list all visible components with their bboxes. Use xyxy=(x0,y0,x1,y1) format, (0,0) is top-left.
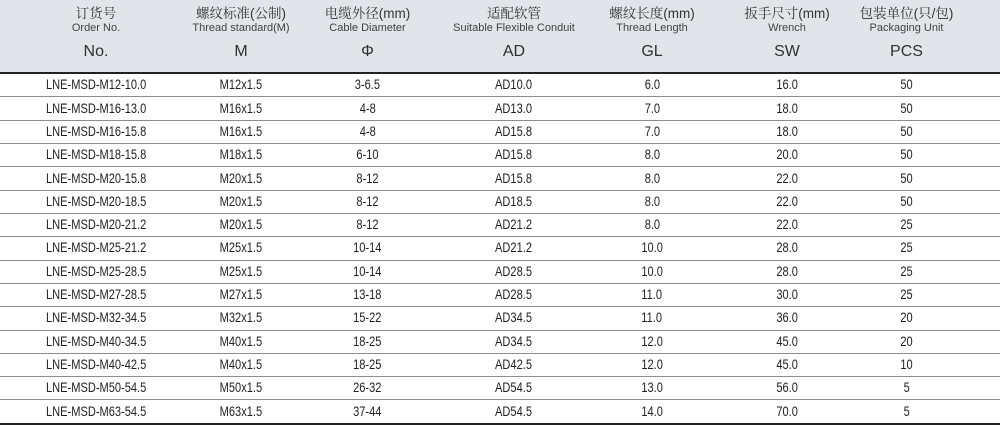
cell-value: 30.0 xyxy=(776,287,798,303)
cell-value: 56.0 xyxy=(776,380,798,396)
cell-value: 8-12 xyxy=(356,170,379,186)
cell-order-no xyxy=(0,237,192,260)
header-symbol: Φ xyxy=(361,43,374,60)
cell-value: 18-25 xyxy=(353,357,382,373)
header-en: Thread standard(M) xyxy=(192,22,290,34)
column-header-wrench xyxy=(721,0,853,73)
table-row xyxy=(0,400,1000,424)
cell-thread-standard xyxy=(192,237,290,260)
cell-thread-length xyxy=(583,237,721,260)
cell-value: AD15.8 xyxy=(495,123,533,139)
cell-thread-standard xyxy=(192,260,290,283)
cell-packaging-unit xyxy=(853,353,1000,376)
cell-order-no xyxy=(0,213,192,236)
cell-thread-standard xyxy=(192,377,290,400)
cell-value: 8-12 xyxy=(356,217,379,233)
cell-suitable-conduit xyxy=(445,73,583,97)
cell-thread-length xyxy=(583,377,721,400)
table-header xyxy=(0,0,1000,73)
cell-value: M18x1.5 xyxy=(219,147,263,163)
cell-value: LNE-MSD-M18-15.8 xyxy=(45,147,147,163)
cell-cable-diameter xyxy=(290,353,445,376)
header-symbol: PCS xyxy=(890,43,923,60)
cell-wrench xyxy=(721,377,853,400)
cell-value: 4-8 xyxy=(359,100,376,116)
cell-cable-diameter xyxy=(290,167,445,190)
cell-value: LNE-MSD-M16-15.8 xyxy=(45,123,147,139)
cell-order-no xyxy=(0,353,192,376)
cell-value: M27x1.5 xyxy=(219,287,263,303)
cell-value: 10 xyxy=(900,357,913,373)
cell-order-no xyxy=(0,120,192,143)
cell-cable-diameter xyxy=(290,307,445,330)
cell-order-no xyxy=(0,260,192,283)
cell-wrench xyxy=(721,120,853,143)
cell-thread-length xyxy=(583,190,721,213)
cell-order-no xyxy=(0,167,192,190)
column-header-thread-standard xyxy=(192,0,290,73)
cell-suitable-conduit xyxy=(445,144,583,167)
cell-order-no xyxy=(0,190,192,213)
cell-value: M20x1.5 xyxy=(219,217,263,233)
cell-thread-length xyxy=(583,283,721,306)
cell-packaging-unit xyxy=(853,400,1000,424)
cell-value: 50 xyxy=(900,170,913,186)
cell-value: 18.0 xyxy=(776,123,798,139)
cell-thread-standard xyxy=(192,167,290,190)
cell-thread-standard xyxy=(192,97,290,120)
header-zh: 适配软管 xyxy=(487,6,541,21)
cell-value: LNE-MSD-M12-10.0 xyxy=(45,77,147,93)
cell-packaging-unit xyxy=(853,377,1000,400)
cell-suitable-conduit xyxy=(445,400,583,424)
cell-value: AD34.5 xyxy=(495,333,533,349)
cell-value: 5 xyxy=(903,403,910,419)
cell-value: M63x1.5 xyxy=(219,403,263,419)
cell-cable-diameter xyxy=(290,190,445,213)
column-header-cable-diameter xyxy=(290,0,445,73)
cell-value: 11.0 xyxy=(641,310,663,326)
cell-packaging-unit xyxy=(853,167,1000,190)
header-symbol: GL xyxy=(641,43,663,60)
table-row xyxy=(0,73,1000,97)
cell-wrench xyxy=(721,307,853,330)
cell-thread-length xyxy=(583,167,721,190)
cell-thread-standard xyxy=(192,353,290,376)
cell-packaging-unit xyxy=(853,97,1000,120)
table-row xyxy=(0,377,1000,400)
cell-packaging-unit xyxy=(853,190,1000,213)
cell-order-no xyxy=(0,144,192,167)
cell-thread-standard xyxy=(192,283,290,306)
cell-value: LNE-MSD-M50-54.5 xyxy=(45,380,147,396)
cell-value: 10.0 xyxy=(641,263,663,279)
table-row xyxy=(0,213,1000,236)
column-header-thread-length xyxy=(583,0,721,73)
cell-suitable-conduit xyxy=(445,237,583,260)
cell-order-no xyxy=(0,307,192,330)
cell-order-no xyxy=(0,400,192,424)
cell-wrench xyxy=(721,167,853,190)
cell-value: 14.0 xyxy=(641,403,663,419)
cell-value: 45.0 xyxy=(776,357,798,373)
cell-suitable-conduit xyxy=(445,330,583,353)
cell-value: LNE-MSD-M40-42.5 xyxy=(45,357,147,373)
table-row xyxy=(0,97,1000,120)
cell-thread-standard xyxy=(192,120,290,143)
cell-value: AD21.2 xyxy=(495,240,533,256)
table-row xyxy=(0,144,1000,167)
cell-value: M40x1.5 xyxy=(219,333,263,349)
cell-packaging-unit xyxy=(853,144,1000,167)
cell-value: 37-44 xyxy=(353,403,382,419)
cell-thread-length xyxy=(583,73,721,97)
cell-value: M40x1.5 xyxy=(219,357,263,373)
cell-value: LNE-MSD-M25-21.2 xyxy=(45,240,147,256)
cell-suitable-conduit xyxy=(445,120,583,143)
cell-cable-diameter xyxy=(290,213,445,236)
cell-value: 10-14 xyxy=(353,263,382,279)
cell-wrench xyxy=(721,97,853,120)
cell-value: LNE-MSD-M20-18.5 xyxy=(45,193,147,209)
cell-suitable-conduit xyxy=(445,377,583,400)
cell-value: M25x1.5 xyxy=(219,263,263,279)
cell-packaging-unit xyxy=(853,260,1000,283)
table-row xyxy=(0,330,1000,353)
table-row xyxy=(0,260,1000,283)
cell-value: 7.0 xyxy=(644,100,660,116)
cell-thread-standard xyxy=(192,144,290,167)
header-symbol: SW xyxy=(774,43,800,60)
cell-value: 11.0 xyxy=(641,287,663,303)
cell-value: 4-8 xyxy=(359,123,376,139)
cell-packaging-unit xyxy=(853,283,1000,306)
cell-value: 50 xyxy=(900,123,913,139)
header-row xyxy=(0,0,1000,73)
cell-value: 28.0 xyxy=(776,240,798,256)
cell-suitable-conduit xyxy=(445,307,583,330)
cell-value: LNE-MSD-M27-28.5 xyxy=(45,287,147,303)
cell-value: 22.0 xyxy=(776,170,798,186)
cell-value: M20x1.5 xyxy=(219,193,263,209)
column-header-suitable-conduit xyxy=(445,0,583,73)
table-row xyxy=(0,307,1000,330)
cell-value: 25 xyxy=(900,217,913,233)
cell-wrench xyxy=(721,400,853,424)
cell-value: 22.0 xyxy=(776,217,798,233)
cell-value: AD15.8 xyxy=(495,170,533,186)
cell-value: 13.0 xyxy=(641,380,663,396)
header-zh: 订货号 xyxy=(75,6,117,21)
cell-value: 10-14 xyxy=(353,240,382,256)
cell-value: 20.0 xyxy=(776,147,798,163)
cell-value: AD18.5 xyxy=(495,193,533,209)
cell-order-no xyxy=(0,330,192,353)
header-symbol: AD xyxy=(502,43,526,60)
cell-value: 6-10 xyxy=(356,147,379,163)
cell-thread-standard xyxy=(192,330,290,353)
table-row xyxy=(0,167,1000,190)
cell-suitable-conduit xyxy=(445,190,583,213)
cell-thread-length xyxy=(583,260,721,283)
cell-thread-length xyxy=(583,120,721,143)
cell-value: 36.0 xyxy=(776,310,798,326)
cell-cable-diameter xyxy=(290,283,445,306)
cell-value: M25x1.5 xyxy=(219,240,263,256)
cell-value: M32x1.5 xyxy=(219,310,263,326)
header-en: Order No. xyxy=(71,22,121,34)
cell-value: 13-18 xyxy=(353,287,382,303)
cell-value: 12.0 xyxy=(641,333,663,349)
cell-wrench xyxy=(721,144,853,167)
cell-value: 20 xyxy=(900,333,913,349)
cell-value: 3-6.5 xyxy=(354,77,381,93)
cell-cable-diameter xyxy=(290,73,445,97)
cell-value: 8.0 xyxy=(644,170,660,186)
table-row xyxy=(0,120,1000,143)
table-row xyxy=(0,190,1000,213)
cell-value: 15-22 xyxy=(353,310,382,326)
cell-value: AD54.5 xyxy=(495,380,533,396)
header-en: Cable Diameter xyxy=(329,22,406,34)
cell-value: AD28.5 xyxy=(495,287,533,303)
header-zh: 电缆外径(mm) xyxy=(324,6,411,21)
cell-wrench xyxy=(721,260,853,283)
header-symbol: M xyxy=(234,43,248,60)
cell-thread-length xyxy=(583,330,721,353)
cell-value: 18.0 xyxy=(776,100,798,116)
cell-value: 18-25 xyxy=(353,333,382,349)
cell-value: 8.0 xyxy=(644,193,660,209)
cell-cable-diameter xyxy=(290,237,445,260)
cell-value: 25 xyxy=(900,287,913,303)
cell-value: AD28.5 xyxy=(495,263,533,279)
cell-value: 5 xyxy=(903,380,910,396)
cell-value: LNE-MSD-M63-54.5 xyxy=(45,403,147,419)
table-row xyxy=(0,353,1000,376)
cell-packaging-unit xyxy=(853,330,1000,353)
cell-value: 8-12 xyxy=(356,193,379,209)
cell-suitable-conduit xyxy=(445,283,583,306)
cell-order-no xyxy=(0,97,192,120)
cell-thread-length xyxy=(583,307,721,330)
cell-value: LNE-MSD-M20-21.2 xyxy=(45,217,147,233)
cell-value: 22.0 xyxy=(776,193,798,209)
cell-thread-standard xyxy=(192,73,290,97)
header-symbol: No. xyxy=(83,43,109,60)
cell-value: AD10.0 xyxy=(495,77,533,93)
cell-wrench xyxy=(721,73,853,97)
cell-packaging-unit xyxy=(853,307,1000,330)
cell-value: 8.0 xyxy=(644,217,660,233)
header-zh: 包装单位(只/包) xyxy=(859,6,954,21)
cell-value: M50x1.5 xyxy=(219,380,263,396)
cell-packaging-unit xyxy=(853,213,1000,236)
header-zh: 扳手尺寸(mm) xyxy=(744,6,830,21)
cell-cable-diameter xyxy=(290,377,445,400)
cell-suitable-conduit xyxy=(445,353,583,376)
header-zh: 螺纹长度(mm) xyxy=(609,6,695,21)
cell-thread-length xyxy=(583,144,721,167)
cell-order-no xyxy=(0,73,192,97)
cell-value: AD42.5 xyxy=(495,357,533,373)
cell-cable-diameter xyxy=(290,260,445,283)
cell-value: 20 xyxy=(900,310,913,326)
cell-value: AD21.2 xyxy=(495,217,533,233)
cell-wrench xyxy=(721,283,853,306)
cell-value: 26-32 xyxy=(353,380,382,396)
cell-value: LNE-MSD-M20-15.8 xyxy=(45,170,147,186)
cell-packaging-unit xyxy=(853,73,1000,97)
cell-value: 16.0 xyxy=(776,77,798,93)
header-en: Wrench xyxy=(768,22,806,34)
cell-wrench xyxy=(721,237,853,260)
cell-value: 8.0 xyxy=(644,147,660,163)
cell-value: LNE-MSD-M25-28.5 xyxy=(45,263,147,279)
cell-suitable-conduit xyxy=(445,213,583,236)
header-en: Packaging Unit xyxy=(869,22,944,34)
cell-value: AD54.5 xyxy=(495,403,533,419)
cell-value: 7.0 xyxy=(644,123,660,139)
cell-value: 50 xyxy=(900,77,913,93)
table-body xyxy=(0,73,1000,424)
cell-value: 10.0 xyxy=(641,240,663,256)
table-row xyxy=(0,283,1000,306)
header-en: Suitable Flexible Conduit xyxy=(453,22,575,34)
cell-thread-length xyxy=(583,353,721,376)
table-row xyxy=(0,237,1000,260)
cell-value: LNE-MSD-M16-13.0 xyxy=(45,100,147,116)
cell-value: 50 xyxy=(900,100,913,116)
cell-thread-standard xyxy=(192,190,290,213)
cell-value: M16x1.5 xyxy=(219,123,263,139)
cell-thread-length xyxy=(583,213,721,236)
cell-order-no xyxy=(0,377,192,400)
cell-wrench xyxy=(721,330,853,353)
cell-packaging-unit xyxy=(853,120,1000,143)
cell-value: 12.0 xyxy=(641,357,663,373)
cell-value: 25 xyxy=(900,263,913,279)
cell-value: 50 xyxy=(900,147,913,163)
cell-value: AD13.0 xyxy=(495,100,533,116)
cell-order-no xyxy=(0,283,192,306)
column-header-order-no xyxy=(0,0,192,73)
cell-thread-length xyxy=(583,400,721,424)
cell-value: 6.0 xyxy=(644,77,660,93)
cell-value: AD15.8 xyxy=(495,147,533,163)
cell-thread-length xyxy=(583,97,721,120)
cell-packaging-unit xyxy=(853,237,1000,260)
cell-cable-diameter xyxy=(290,97,445,120)
cell-value: 45.0 xyxy=(776,333,798,349)
cell-cable-diameter xyxy=(290,330,445,353)
cell-thread-standard xyxy=(192,307,290,330)
header-en: Thread Length xyxy=(616,22,688,34)
cell-suitable-conduit xyxy=(445,97,583,120)
cell-thread-standard xyxy=(192,400,290,424)
cell-suitable-conduit xyxy=(445,167,583,190)
cell-value: 50 xyxy=(900,193,913,209)
cell-suitable-conduit xyxy=(445,260,583,283)
cell-value: M20x1.5 xyxy=(219,170,263,186)
cell-value: 25 xyxy=(900,240,913,256)
cell-value: LNE-MSD-M40-34.5 xyxy=(45,333,147,349)
cell-cable-diameter xyxy=(290,400,445,424)
cell-value: M12x1.5 xyxy=(219,77,263,93)
cell-wrench xyxy=(721,213,853,236)
cell-cable-diameter xyxy=(290,120,445,143)
cell-wrench xyxy=(721,190,853,213)
cell-value: AD34.5 xyxy=(495,310,533,326)
header-zh: 螺纹标准(公制) xyxy=(196,6,286,21)
cell-cable-diameter xyxy=(290,144,445,167)
cell-value: M16x1.5 xyxy=(219,100,263,116)
cell-value: 70.0 xyxy=(776,403,798,419)
cell-wrench xyxy=(721,353,853,376)
cell-thread-standard xyxy=(192,213,290,236)
cell-value: LNE-MSD-M32-34.5 xyxy=(45,310,147,326)
cell-value: 28.0 xyxy=(776,263,798,279)
column-header-packaging-unit xyxy=(853,0,1000,73)
